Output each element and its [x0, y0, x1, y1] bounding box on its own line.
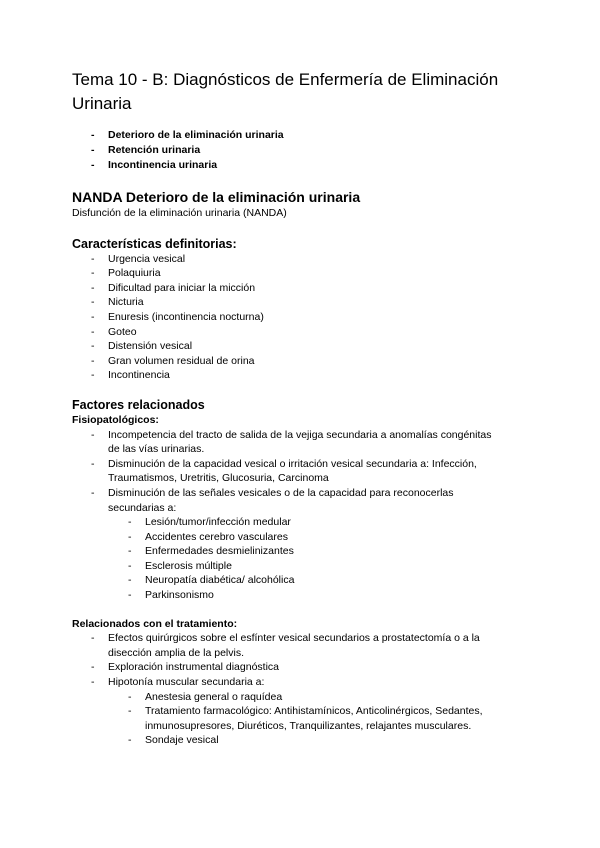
tratamiento-sublist: [72, 690, 542, 748]
fisiopatologicos-heading: Fisiopatológicos:: [72, 413, 159, 426]
sub-list-item: - Esclerosis múltiple: [72, 559, 542, 574]
sub-list-item: - Accidentes cerebro vasculares: [72, 530, 542, 545]
tratamiento-heading: Relacionados con el tratamiento:: [72, 617, 238, 630]
list-item: [72, 631, 542, 660]
list-item: - Nicturia: [72, 295, 542, 310]
item-line: Traumatismos, Uretritis, Glucosuria, Carcinoma: [108, 472, 329, 485]
list-item: - Dificultad para iniciar la micción: [72, 281, 542, 296]
sub-list-item: - Lesión/tumor/infección medular: [72, 515, 542, 530]
item-line: - Exploración instrumental diagnóstica: [108, 661, 280, 674]
item-line: - Tratamiento farmacológico: Antihistamínicos, Anticolinérgicos, Sedantes,: [145, 705, 483, 718]
item-line: - Anestesia general o raquídea: [145, 690, 283, 703]
list-item: - Urgencia vesical: [72, 252, 542, 267]
item-line: - Incompetencia del tracto de salida de la vejiga secundaria a anomalías congénitas: [108, 428, 492, 441]
tratamiento-list: [72, 631, 542, 689]
nanda-heading: NANDA Deterioro de la eliminación urinaria: [72, 189, 361, 205]
item-line: - Hipotonía muscular secundaria a:: [108, 676, 265, 689]
item-line: inmunosupresores, Diuréticos, Tranquilizantes, relajantes musculares.: [145, 719, 472, 732]
document-title: [72, 68, 542, 116]
caracteristicas-heading: Características definitorias:: [72, 236, 237, 251]
item-line: - Sondaje vesical: [145, 734, 219, 747]
nanda-definition: Disfunción de la eliminación urinaria (NANDA): [72, 207, 287, 219]
fisiopatologicos-list: [72, 428, 542, 516]
factores-heading: Factores relacionados: [72, 397, 205, 412]
list-item: [72, 428, 542, 457]
sub-list-item: [72, 704, 542, 733]
sub-list-item: [72, 733, 542, 748]
list-item: [72, 660, 542, 675]
item-line: disección amplia de la pelvis.: [108, 646, 244, 659]
item-line: de las vías urinarias.: [108, 443, 205, 456]
sub-list-item: [72, 690, 542, 705]
list-item: - Retención urinaria: [72, 143, 542, 158]
list-item: - Distensión vesical: [72, 339, 542, 354]
list-item: - Goteo: [72, 325, 542, 340]
item-line: - Efectos quirúrgicos sobre el esfínter vesical secundarios a prostatectomía o a la: [108, 632, 480, 645]
list-item: [72, 457, 542, 486]
caracteristicas-list: [72, 252, 542, 383]
list-item: - Deterioro de la eliminación urinaria: [72, 128, 542, 143]
sub-list-item: - Parkinsonismo: [72, 588, 542, 603]
sub-list-item: - Neuropatía diabética/ alcohólica: [72, 573, 542, 588]
list-item: [72, 486, 542, 515]
sub-list-item: - Enfermedades desmielinizantes: [72, 544, 542, 559]
document-page: [72, 68, 542, 748]
list-item: - Enuresis (incontinencia nocturna): [72, 310, 542, 325]
list-item: - Gran volumen residual de orina: [72, 354, 542, 369]
fisiopatologicos-sublist: [72, 515, 542, 603]
item-line: - Disminución de las señales vesicales o de la capacidad para reconocerlas: [108, 486, 454, 499]
item-line: secundarias a:: [108, 501, 177, 514]
item-line: - Disminución de la capacidad vesical o irritación vesical secundaria a: Infección,: [108, 457, 477, 470]
list-item: - Incontinencia urinaria: [72, 158, 542, 173]
list-item: - Incontinencia: [72, 368, 542, 383]
list-item: - Polaquiuria: [72, 266, 542, 281]
title-line: Urinaria: [72, 94, 132, 113]
list-item: [72, 675, 542, 690]
diagnosis-list: [72, 128, 542, 173]
title-line: Tema 10 - B: Diagnósticos de Enfermería de Eliminación: [72, 70, 499, 89]
